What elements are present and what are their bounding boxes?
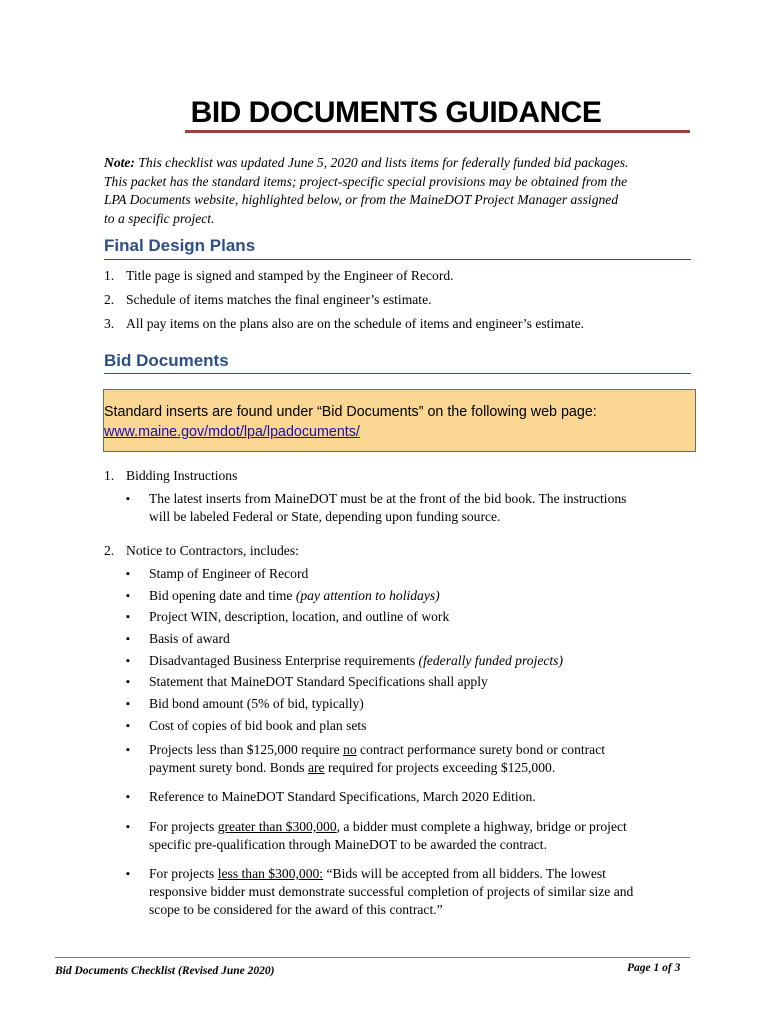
bullet-icon: ▪: [126, 720, 130, 732]
callout-box: [103, 389, 696, 452]
note-line-1: This checklist was updated June 5, 2020 and lists items for federally funded bid packages.: [138, 155, 629, 170]
bullet-text-part: For projects: [149, 866, 218, 881]
bullet-text: Reference to MaineDOT Standard Specifications, March 2020 Edition.: [149, 789, 536, 804]
list-text: Schedule of items matches the final engineer’s estimate.: [126, 292, 432, 307]
bullet-text-part: scope to be considered for the award of this contract.”: [149, 902, 443, 917]
bullet-text-part: contract performance surety bond or contract: [356, 742, 606, 757]
title-underline: [185, 130, 690, 133]
lpa-documents-link[interactable]: www.maine.gov/mdot/lpa/lpadocuments/: [104, 424, 360, 440]
bullet-text-underlined: less than $300,000:: [217, 866, 324, 881]
bullet-text-underlined: are: [307, 760, 325, 775]
note-line-2: This packet has the standard items; project-specific special provisions may be obtained from the: [104, 173, 628, 189]
bullet-text-main: Disadvantaged Business Enterprise requirements: [149, 653, 419, 668]
footer-rule: [55, 957, 690, 958]
bullet-icon: ▪: [126, 633, 130, 645]
bullet-icon: ▪: [126, 698, 130, 710]
bullet-text: [149, 652, 694, 670]
bullet-icon: ▪: [126, 791, 130, 803]
list-number: 1.: [104, 468, 115, 483]
page-title: BID DOCUMENTS GUIDANCE: [190, 96, 602, 129]
bullet-text-italic: (pay attention to holidays): [295, 588, 440, 603]
note-line-3: LPA Documents website, highlighted below, or from the MaineDOT Project Manager assigned: [104, 192, 619, 207]
bullet-text-main: Bid opening date and time: [149, 588, 296, 603]
list-number: 2.: [104, 543, 115, 558]
bullet-icon: ▪: [126, 590, 130, 602]
bullet-icon: ▪: [126, 655, 130, 667]
list-number: 2.: [104, 292, 115, 307]
note-line-4: to a specific project.: [104, 210, 215, 226]
bullet-icon: ▪: [126, 744, 130, 756]
footer-document-title: Bid Documents Checklist (Revised June 2020): [55, 965, 275, 977]
bullet-text-part: , a bidder must complete a highway, bridge or project: [336, 819, 627, 834]
list-text: Title page is signed and stamped by the Engineer of Record.: [126, 268, 454, 283]
bullet-line: The latest inserts from MaineDOT must be at the front of the bid book. The instructions: [149, 491, 627, 506]
list-text: Bidding Instructions: [126, 468, 238, 483]
heading-bid-documents: Bid Documents: [104, 351, 229, 370]
bullet-text-underlined: greater than $300,000: [217, 819, 337, 834]
bullet-text: Project WIN, description, location, and outline of work: [149, 609, 450, 624]
bullet-text-part: responsive bidder must demonstrate successful completion of projects of similar size and: [149, 884, 634, 899]
bullet-text: Cost of copies of bid book and plan sets: [149, 718, 367, 733]
heading-final-design-plans: Final Design Plans: [104, 236, 256, 255]
bullet-text: Statement that MaineDOT Standard Specifications shall apply: [149, 674, 488, 689]
bullet-icon: ▪: [126, 568, 130, 580]
note-label: Note:: [104, 155, 135, 170]
bullet-text-part: specific pre-qualification through MaineDOT to be awarded the contract.: [149, 837, 547, 852]
bullet-text: Basis of award: [149, 631, 230, 646]
bullet-text: [149, 587, 694, 605]
callout-text: Standard inserts are found under “Bid Documents” on the following web page:: [104, 404, 597, 420]
footer-page-number: Page 1 of 3: [627, 962, 681, 974]
heading-rule-bid-documents: [104, 373, 691, 374]
bullet-icon: ▪: [126, 821, 130, 833]
list-number: 1.: [104, 268, 115, 283]
bullet-text-part: “Bids will be accepted from all bidders. The lowest: [323, 866, 606, 881]
bullet-text: [149, 818, 694, 854]
list-text: All pay items on the plans also are on the schedule of items and engineer’s estimate.: [126, 316, 585, 331]
list-number: 3.: [104, 316, 115, 331]
bullet-icon: ▪: [126, 868, 130, 880]
bullet-text-italic: (federally funded projects): [418, 653, 564, 668]
heading-rule-final-design: [104, 259, 691, 260]
bullet-icon: ▪: [126, 611, 130, 623]
bullet-line: will be labeled Federal or State, depending upon funding source.: [149, 509, 501, 524]
bullet-text-underlined: no: [343, 742, 357, 757]
bullet-text: Bid bond amount (5% of bid, typically): [149, 696, 364, 711]
bullet-text: [149, 490, 694, 526]
bullet-text-part: Projects less than $125,000 require: [149, 742, 344, 757]
note-paragraph: [104, 154, 704, 228]
bullet-text-part: payment surety bond. Bonds: [149, 760, 308, 775]
bullet-text-part: For projects: [149, 819, 218, 834]
bullet-text: Stamp of Engineer of Record: [149, 566, 309, 581]
bullet-icon: ▪: [126, 676, 130, 688]
bullet-text: [149, 865, 694, 919]
list-text: Notice to Contractors, includes:: [126, 543, 299, 558]
bullet-text: [149, 741, 694, 777]
bullet-text-part: required for projects exceeding $125,000.: [324, 760, 556, 775]
bullet-icon: ▪: [126, 493, 130, 505]
